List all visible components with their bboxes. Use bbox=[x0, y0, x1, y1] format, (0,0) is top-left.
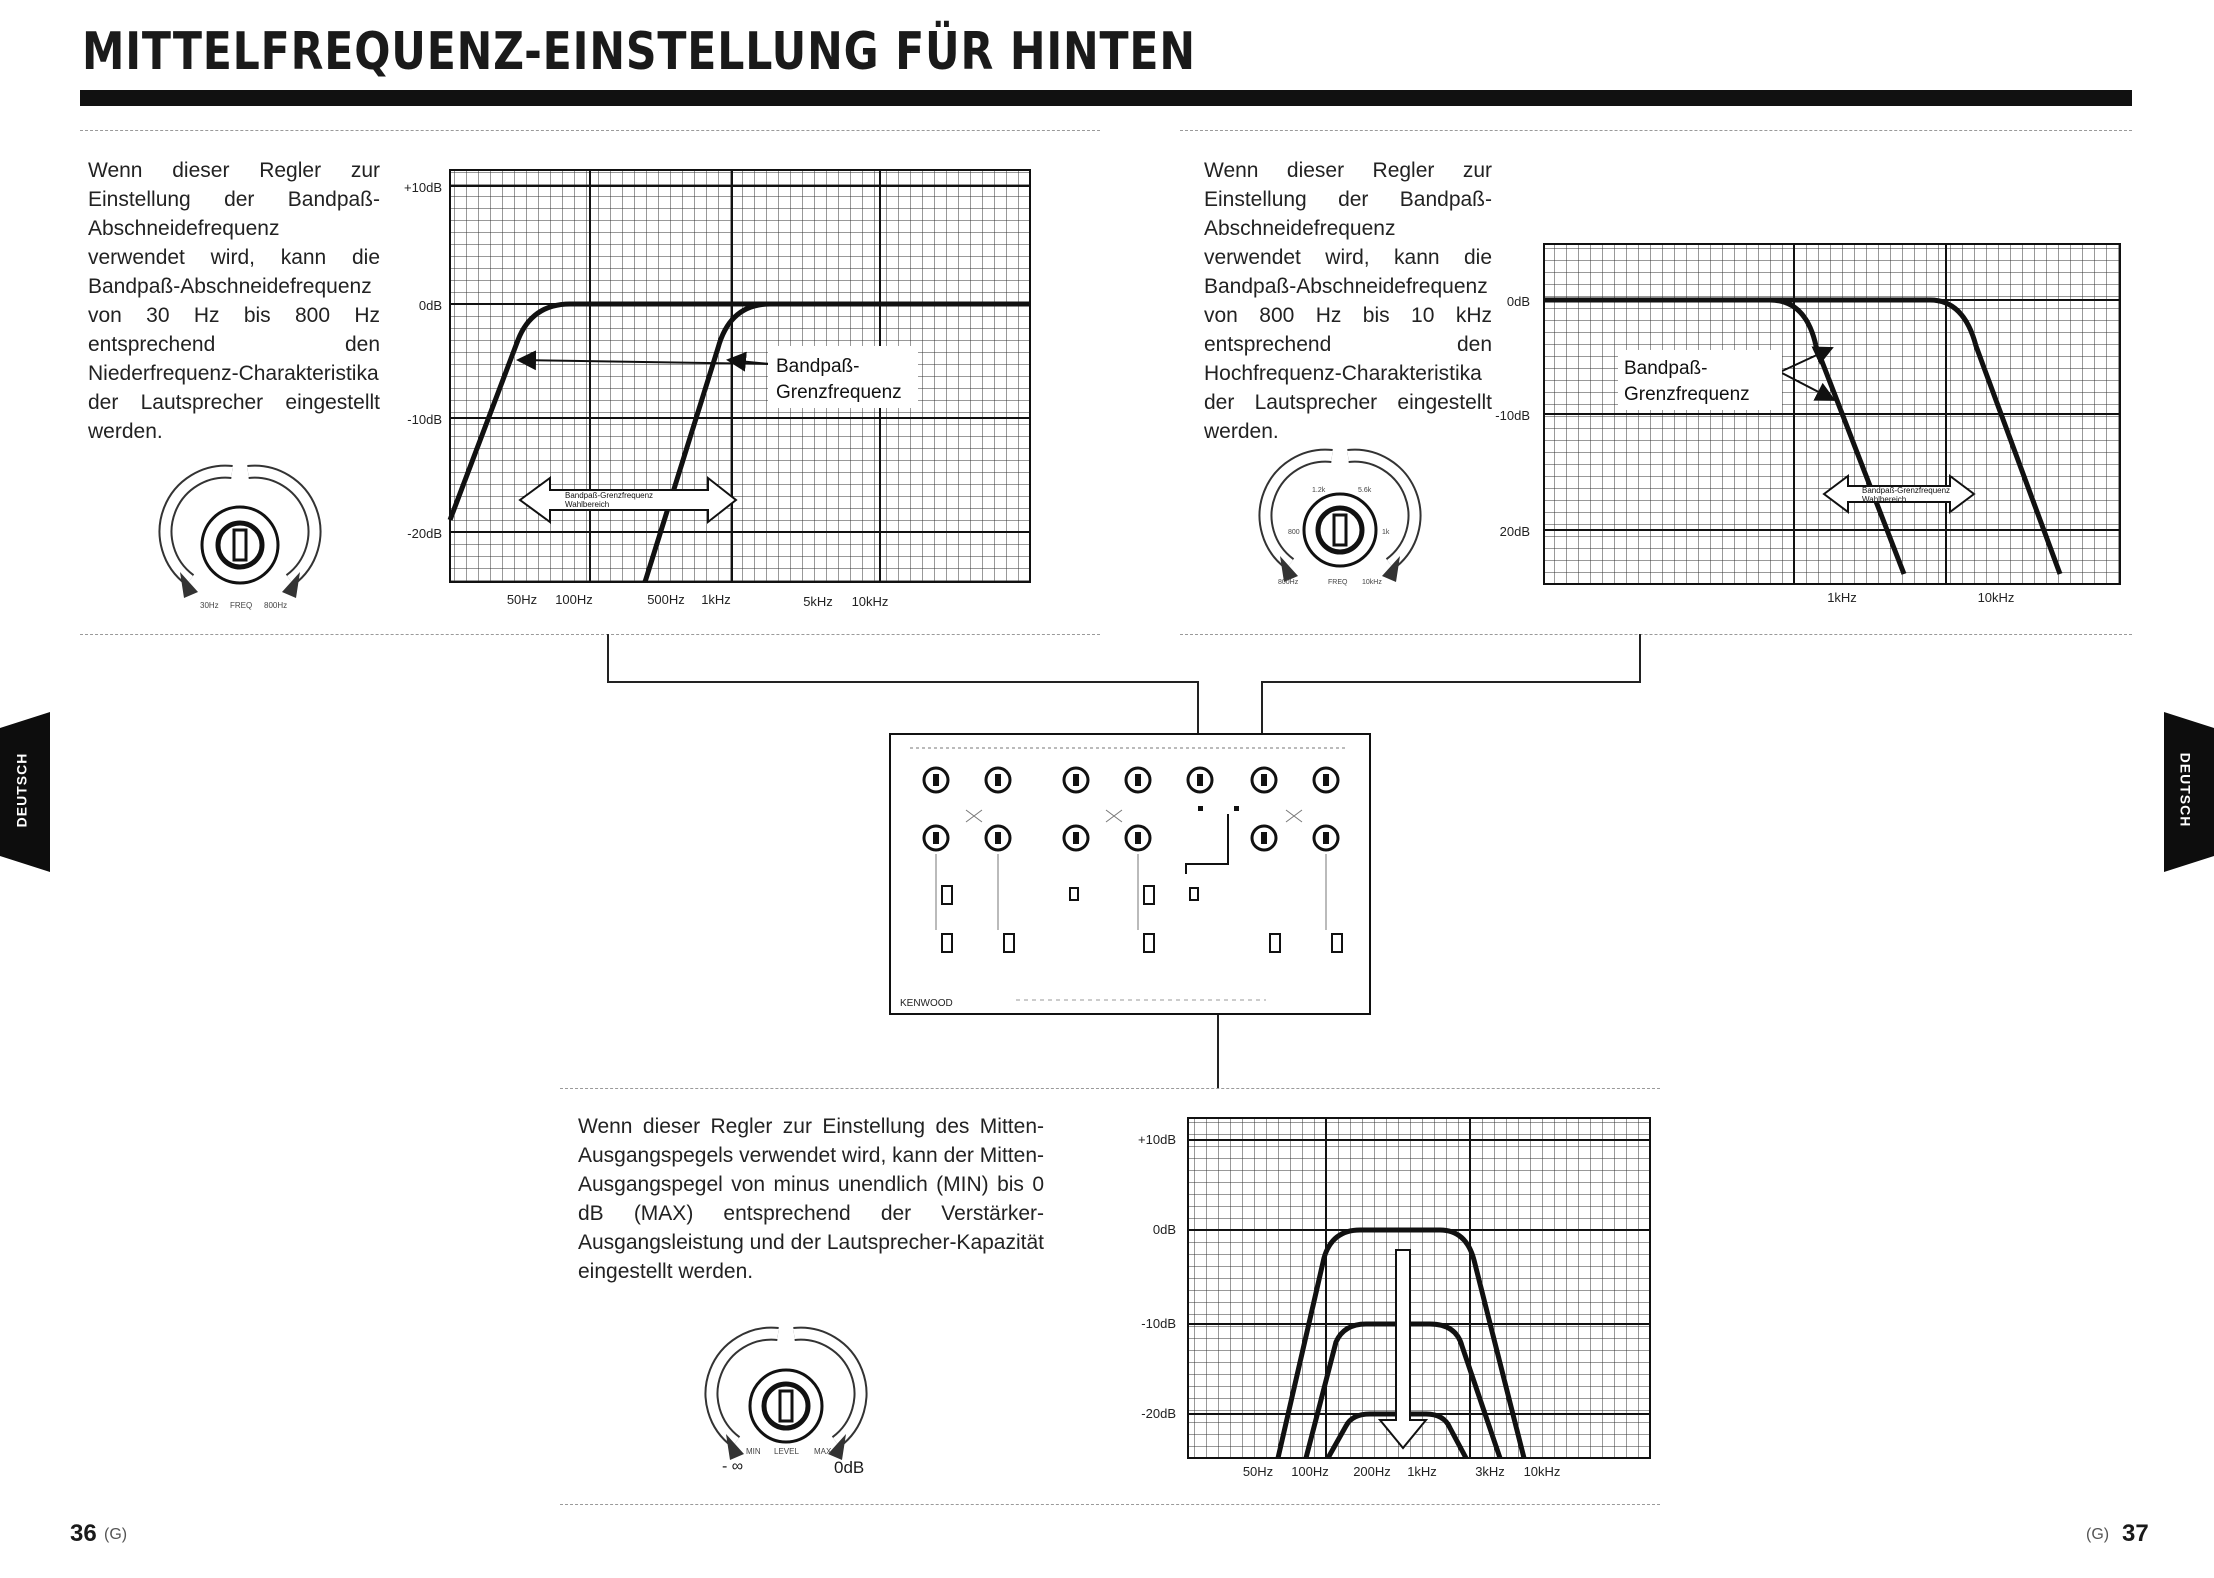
x-tick-label: 100Hz bbox=[1291, 1464, 1329, 1479]
page-number-right: 37 bbox=[2122, 1520, 2149, 1547]
range-label: Wahlbereich bbox=[1862, 495, 1907, 504]
knob-level[interactable] bbox=[686, 1320, 886, 1480]
knob-label: MIN bbox=[746, 1447, 761, 1456]
x-tick-label: 1kHz bbox=[1407, 1464, 1437, 1479]
description-high-frequency: Wenn dieser Regler zur Einstellung der Bandpaß-Abschneidefrequenz verwendet wird, kann die Bandpaß-Abschneidefrequenz von 800 Hz bis 10 kHz entsprechend den Hochfrequenz-Charakteristika der Lautsprecher eingestellt werden. bbox=[1204, 159, 1492, 443]
callout-label: Bandpaß- bbox=[1624, 358, 1708, 379]
knob-scale-label: 1.2k bbox=[1312, 487, 1326, 494]
knob-label: FREQ bbox=[1328, 579, 1348, 586]
y-tick-label: -10dB bbox=[407, 412, 442, 427]
x-tick-label: 100Hz bbox=[555, 592, 593, 607]
knob-label: 30Hz bbox=[200, 601, 219, 610]
x-tick-label: 1kHz bbox=[1827, 590, 1857, 605]
knob-scale-label: 1k bbox=[1382, 529, 1390, 536]
range-label: Bandpaß-Grenzfrequenz bbox=[565, 491, 654, 500]
knob-label: LEVEL bbox=[774, 1447, 799, 1456]
range-label: Wahlbereich bbox=[565, 500, 610, 509]
graph-level bbox=[1110, 1110, 1670, 1480]
plot-grid bbox=[1188, 1118, 1650, 1458]
description-level: Wenn dieser Regler zur Einstellung des Mitten-Ausgangspegels verwendet wird, kann der Mitten-Ausgangspegel von minus unendlich (MIN) bis 0 dB (MAX) entsprechend der Verstärker-Ausgangsleistung und der Lautsprecher-Kapazität eingestellt werden. bbox=[578, 1115, 1044, 1283]
y-tick-label: -10dB bbox=[1141, 1316, 1176, 1331]
knob-label: 10kHz bbox=[1362, 579, 1382, 586]
y-tick-label: +10dB bbox=[404, 180, 442, 195]
x-tick-label: 10kHz bbox=[1977, 590, 2015, 605]
x-tick-label: 50Hz bbox=[506, 592, 538, 607]
y-tick-label: -20dB bbox=[407, 526, 442, 541]
page-language-right: (G) bbox=[2086, 1526, 2110, 1543]
x-tick-label: 50Hz bbox=[1242, 1464, 1274, 1479]
side-tab-label: DEUTSCH bbox=[13, 752, 30, 828]
knob-label: FREQ bbox=[230, 601, 253, 610]
side-tab-label: DEUTSCH bbox=[2177, 752, 2194, 828]
x-tick-label: 3kHz bbox=[1475, 1464, 1505, 1479]
x-tick-label: 1kHz bbox=[701, 592, 731, 607]
x-tick-label: 5kHz bbox=[803, 594, 833, 609]
y-tick-label: +10dB bbox=[1138, 1132, 1176, 1147]
page-number-left: 36 bbox=[70, 1520, 97, 1547]
knob-label: 800Hz bbox=[1278, 579, 1299, 586]
callout-label: Grenzfrequenz bbox=[1624, 384, 1750, 405]
y-tick-label: 0dB bbox=[1506, 294, 1530, 309]
y-tick-label: -20dB bbox=[1141, 1406, 1176, 1421]
callout-label: Bandpaß- bbox=[776, 356, 860, 377]
y-tick-label: -10dB bbox=[1495, 408, 1530, 423]
knob-scale-label: 5.6k bbox=[1358, 487, 1372, 494]
knob-label: 800Hz bbox=[264, 601, 288, 610]
amplifier-panel bbox=[886, 730, 1376, 1020]
y-tick-label: 0dB bbox=[1152, 1222, 1176, 1237]
description-low-frequency: Wenn dieser Regler zur Einstellung der Bandpaß-Abschneidefrequenz verwendet wird, kann die Bandpaß-Abschneidefrequenz von 30 Hz bis 800 Hz entsprechend den Niederfrequenz-Charakteristika der Lautsprecher eingestellt werden. bbox=[88, 159, 380, 443]
callout-label: Grenzfrequenz bbox=[776, 382, 902, 403]
range-label: Bandpaß-Grenzfrequenz bbox=[1862, 486, 1951, 495]
knob-scale-label: 800 bbox=[1288, 529, 1300, 536]
page-language-left: (G) bbox=[104, 1526, 128, 1543]
knob-label: MAX bbox=[814, 1447, 832, 1456]
page-title: MITTELFREQUENZ-EINSTELLUNG FÜR HINTEN bbox=[82, 22, 1196, 82]
x-tick-label: 10kHz bbox=[851, 594, 889, 609]
y-tick-label: 0dB bbox=[418, 298, 442, 313]
x-tick-label: 200Hz bbox=[1353, 1464, 1391, 1479]
panel-brand-logo: KENWOOD bbox=[900, 998, 953, 1009]
y-tick-label: 20dB bbox=[1499, 524, 1530, 539]
x-tick-label: 500Hz bbox=[647, 592, 685, 607]
x-tick-label: 10kHz bbox=[1523, 1464, 1561, 1479]
knob-min-value: - ∞ bbox=[722, 1458, 744, 1475]
knob-max-value: 0dB bbox=[834, 1458, 865, 1477]
